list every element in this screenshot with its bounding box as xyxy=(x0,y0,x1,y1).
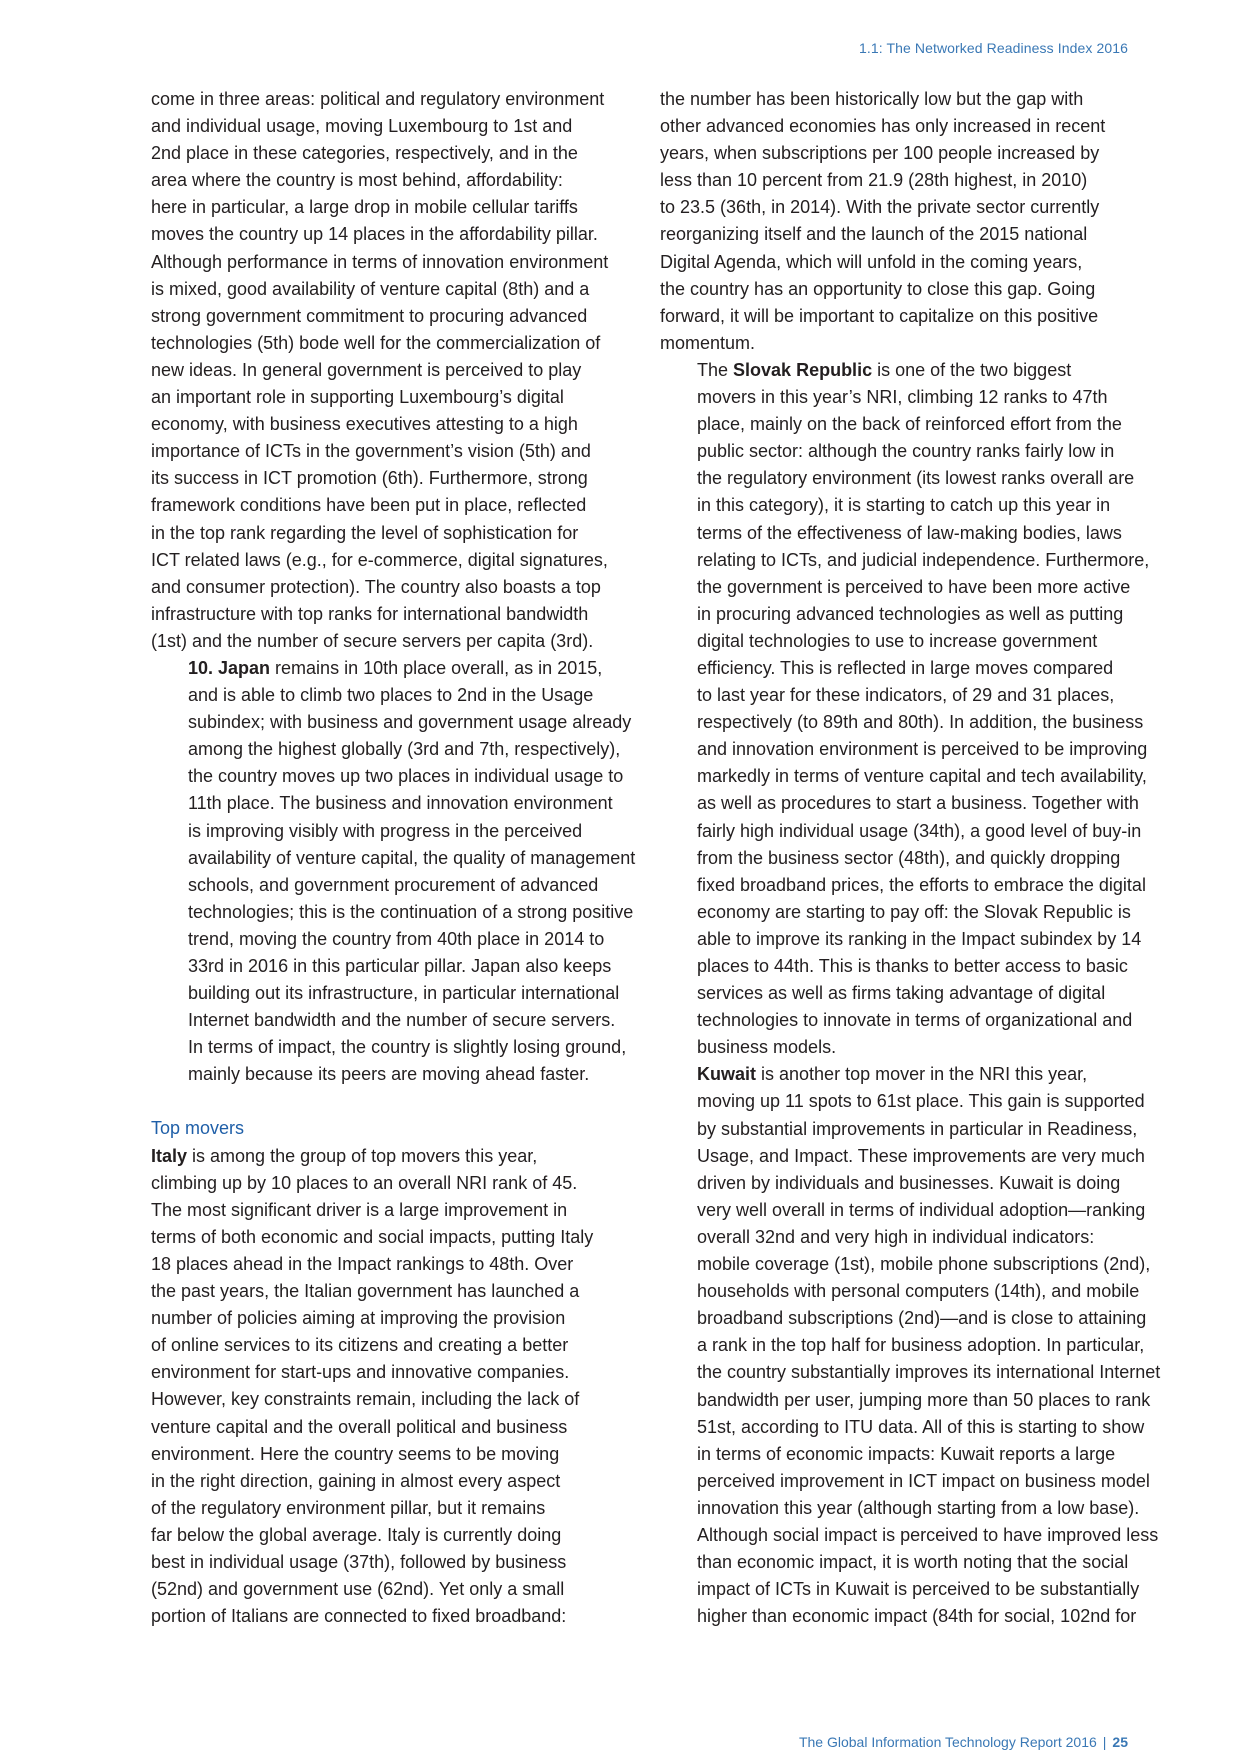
text-line: forward, it will be important to capitalize on this positive xyxy=(660,305,1099,326)
text-line: digital technologies to use to increase government xyxy=(697,630,1098,651)
text-line: Usage, and Impact. These improvements are very much xyxy=(697,1145,1145,1166)
paragraph-kuwait: Kuwait is another top mover in the NRI this year, moving up 11 spots to 61st place. This gain is supported by substantial improvements in particular in Readiness, Usage, and Impact. These improvements are very much driven by individuals and businesses. Kuwait is doing very well overall in terms of individual adoption—ranking overall 32nd and very high in individual indicators: mobile coverage (1st), mobile phone subscriptions (2nd), households with personal computers (14th), and mobile broadband subscriptions (2nd)—and is close to attaining a rank in the top half for business adoption. In particular, the country substantially improves its international Internet bandwidth per user, jumping more than 50 places to rank 51st, according to ITU data. All of this is starting to show in terms of economic impacts: Kuwait reports a large perceived improvement in ICT impact on business model innovation this year (although starting from a low base). Although social impact is perceived to have improved less than economic impact, it is worth noting that the social impact of ICTs in Kuwait is perceived to be substantially higher than economic impact (84th for social, 102nd for xyxy=(660,1061,1130,1630)
text-line: innovation this year (although starting from a low base). xyxy=(697,1497,1140,1518)
text-line: new ideas. In general government is perceived to play xyxy=(151,359,582,380)
text-line: Although performance in terms of innovation environment xyxy=(151,251,609,272)
text-line: infrastructure with top ranks for international bandwidth xyxy=(151,603,589,624)
text-line: efficiency. This is reflected in large moves compared xyxy=(697,657,1114,678)
page-footer xyxy=(799,1734,1128,1750)
text-line: and individual usage, moving Luxembourg to 1st and xyxy=(151,116,573,137)
text-line: ICT related laws (e.g., for e-commerce, digital signatures, xyxy=(151,549,608,570)
text-line: higher than economic impact (84th for social, 102nd for xyxy=(697,1606,1137,1627)
text-line: come in three areas: political and regulatory environment xyxy=(151,89,605,109)
text-line: fixed broadband prices, the efforts to embrace the digital xyxy=(697,874,1146,895)
text-line: far below the global average. Italy is currently doing xyxy=(151,1524,562,1545)
text-line: places to 44th. This is thanks to better access to basic xyxy=(697,956,1128,976)
text-line: moving up 11 spots to 61st place. This gain is supported xyxy=(697,1091,1145,1112)
text-line: importance of ICTs in the government’s vision (5th) and xyxy=(151,441,591,462)
text-line: strong government commitment to procuring advanced xyxy=(151,305,588,326)
text-line: (52nd) and government use (62nd). Yet only a small xyxy=(151,1579,565,1600)
text-line: the country has an opportunity to close this gap. Going xyxy=(660,278,1096,299)
text-line: in this category), it is starting to catch up this year in xyxy=(697,495,1111,516)
text-line: the regulatory environment (its lowest ranks overall are xyxy=(697,468,1135,489)
italy-heading: Italy xyxy=(151,1145,188,1166)
paragraph-italy-continued xyxy=(660,86,1130,357)
text-line: to 23.5 (36th, in 2014). With the private sector currently xyxy=(660,197,1100,218)
text-line: number of policies aiming at improving the provision xyxy=(151,1308,566,1329)
text-line: reorganizing itself and the launch of the 2015 national xyxy=(660,224,1088,245)
page-number: 25 xyxy=(1112,1734,1128,1750)
text-line: the country moves up two places in individual usage to xyxy=(188,766,624,787)
text-line: broadband subscriptions (2nd)—and is close to attaining xyxy=(697,1308,1147,1329)
text-line: in terms of economic impacts: Kuwait reports a large xyxy=(697,1443,1116,1464)
right-column xyxy=(660,86,1161,1630)
text-line: availability of venture capital, the quality of management xyxy=(188,847,636,868)
text-line: and is able to climb two places to 2nd in the Usage xyxy=(188,685,594,706)
text-line: and consumer protection). The country also boasts a top xyxy=(151,576,601,597)
text-line: is improving visibly with progress in the perceived xyxy=(188,820,583,841)
text-line: and innovation environment is perceived to be improving xyxy=(697,739,1148,760)
text-line: of online services to its citizens and creating a better xyxy=(151,1335,569,1356)
paragraph-luxembourg xyxy=(151,86,621,655)
text-line: mainly because its peers are moving ahead faster. xyxy=(188,1064,590,1085)
text-line: in the right direction, gaining in almost every aspect xyxy=(151,1470,561,1491)
text-line: 11th place. The business and innovation environment xyxy=(188,793,613,814)
text-line: impact of ICTs in Kuwait is perceived to be substantially xyxy=(697,1579,1140,1600)
text-line: bandwidth per user, jumping more than 50 places to rank xyxy=(697,1389,1151,1410)
text-line: very well overall in terms of individual adoption—ranking xyxy=(697,1199,1146,1220)
text-line: households with personal computers (14th), and mobile xyxy=(697,1281,1140,1302)
text-line: 33rd in 2016 in this particular pillar. Japan also keeps xyxy=(188,956,612,976)
text-line: venture capital and the overall political and business xyxy=(151,1416,568,1437)
text-line: 18 places ahead in the Impact rankings to 48th. Over xyxy=(151,1253,574,1274)
paragraph-japan: 10. Japan remains in 10th place overall, as in 2015, and is able to climb two places to 2nd in the Usage subindex; with business and government usage already among the highest globally (3rd and 7th, respectively), the country moves up two places in individual usage to 11th place. The business and innovation environment is improving visibly with progress in the perceived availability of venture capital, the quality of management schools, and government procurement of advanced technologies; this is the continuation of a strong positive trend, moving the country from 40th place in 2014 to 33rd in 2016 in this particular pillar. Japan also keeps building out its infrastructure, in particular international Internet bandwidth and the number of secure servers. In terms of impact, the country is slightly losing ground, mainly because its peers are moving ahead faster. xyxy=(151,655,621,1089)
text-line: in procuring advanced technologies as well as putting xyxy=(697,603,1124,624)
text-line: climbing up by 10 places to an overall NRI rank of 45. xyxy=(151,1172,578,1193)
text-line: markedly in terms of venture capital and tech availability, xyxy=(697,766,1147,787)
text-line: environment for start-ups and innovative companies. xyxy=(151,1362,570,1383)
text-line: less than 10 percent from 21.9 (28th highest, in 2010) xyxy=(660,170,1088,191)
text-line: subindex; with business and government usage already xyxy=(188,712,632,733)
running-head: 1.1: The Networked Readiness Index 2016 xyxy=(858,40,1128,56)
text-line: In terms of impact, the country is slightly losing ground, xyxy=(188,1037,627,1058)
text-line: the government is perceived to have been more active xyxy=(697,576,1131,597)
text-line: framework conditions have been put in place, reflected xyxy=(151,495,587,516)
text-line: as well as procedures to start a business. Together with xyxy=(697,793,1139,814)
paragraph-italy: Italy is among the group of top movers this year, climbing up by 10 places to an overall NRI rank of 45. The most significant driver is a large improvement in terms of both economic and social impacts, putting Italy 18 places ahead in the Impact rankings to 48th. Over the past years, the Italian government has launched a number of policies aiming at improving the provision of online services to its citizens and creating a better environment for start-ups and innovative companies. However, key constraints remain, including the lack of venture capital and the overall political and business environment. Here the country seems to be moving in the right direction, gaining in almost every aspect of the regulatory environment pillar, but it remains far below the global average. Italy is currently doing best in individual usage (37th), followed by business (52nd) and government use (62nd). Yet only a small portion of Italians are connected to fixed broadband: xyxy=(151,1143,621,1631)
text-line: services as well as firms taking advantage of digital xyxy=(697,983,1106,1004)
report-title: The Global Information Technology Report 2016 xyxy=(798,1734,1097,1750)
text-line: schools, and government procurement of advanced xyxy=(188,874,599,895)
text-line: the number has been historically low but the gap with xyxy=(660,89,1084,109)
text-line: years, when subscriptions per 100 people increased by xyxy=(660,143,1100,164)
text-line: relating to ICTs, and judicial independence. Furthermore, xyxy=(697,549,1150,570)
text-line: place, mainly on the back of reinforced effort from the xyxy=(697,414,1122,435)
text-line: respectively (to 89th and 80th). In addition, the business xyxy=(697,712,1144,733)
text-line: its success in ICT promotion (6th). Furthermore, strong xyxy=(151,468,588,489)
text-line: building out its infrastructure, in particular international xyxy=(188,983,620,1004)
text-line: of the regulatory environment pillar, but it remains xyxy=(151,1497,546,1518)
text-line: Internet bandwidth and the number of secure servers. xyxy=(188,1010,616,1031)
text-line: best in individual usage (37th), followed by business xyxy=(151,1551,567,1572)
text-line: trend, moving the country from 40th place in 2014 to xyxy=(188,928,605,949)
text-line: terms of both economic and social impacts, putting Italy xyxy=(151,1226,594,1247)
text-line: to last year for these indicators, of 29 and 31 places, xyxy=(697,685,1115,706)
text-line: public sector: although the country ranks fairly low in xyxy=(697,441,1115,462)
text-line: terms of the effectiveness of law-making bodies, laws xyxy=(697,522,1122,543)
text-line: portion of Italians are connected to fixed broadband: xyxy=(151,1606,567,1627)
text-line: than economic impact, it is worth noting that the social xyxy=(697,1552,1129,1573)
text-line: area where the country is most behind, affordability: xyxy=(151,170,563,191)
text-line: mobile coverage (1st), mobile phone subscriptions (2nd), xyxy=(697,1254,1151,1275)
text-line: among the highest globally (3rd and 7th, respectively), xyxy=(188,739,621,760)
text-line: economy, with business executives attesting to a high xyxy=(151,414,578,435)
text-line: environment. Here the country seems to be moving xyxy=(151,1443,560,1464)
text-line: 2nd place in these categories, respectively, and in the xyxy=(151,143,578,164)
text-line: technologies to innovate in terms of organizational and xyxy=(697,1010,1133,1031)
text-line: 51st, according to ITU data. All of this is starting to show xyxy=(697,1416,1145,1437)
text-line: is mixed, good availability of venture capital (8th) and a xyxy=(151,278,590,299)
text-line: economy are starting to pay off: the Slovak Republic is xyxy=(697,901,1131,922)
text-line: the past years, the Italian government has launched a xyxy=(151,1281,580,1302)
text-line: Although social impact is perceived to have improved less xyxy=(697,1524,1159,1545)
text-line: the country substantially improves its international Internet xyxy=(697,1362,1161,1383)
text-line: Digital Agenda, which will unfold in the coming years, xyxy=(660,251,1083,272)
japan-heading: 10. Japan xyxy=(188,657,271,678)
slovak-republic-heading: Slovak Republic xyxy=(733,359,873,380)
section-heading-top-movers: Top movers xyxy=(151,1118,245,1139)
text-line: here in particular, a large drop in mobile cellular tariffs xyxy=(151,197,578,218)
text-line: technologies; this is the continuation of a strong positive xyxy=(188,901,634,922)
text-line: momentum. xyxy=(660,332,756,353)
text-line: fairly high individual usage (34th), a good level of buy-in xyxy=(697,820,1142,841)
text-line: perceived improvement in ICT impact on business model xyxy=(697,1470,1150,1491)
text-line: (1st) and the number of secure servers per capita (3rd). xyxy=(151,630,594,651)
paragraph-slovak-republic: The Slovak Republic is one of the two biggest movers in this year’s NRI, climbing 12 ranks to 47th place, mainly on the back of reinforced effort from the public sector: although the country ranks fairly low in the regulatory environment (its lowest ranks overall are in this category), it is starting to catch up this year in terms of the effectiveness of law-making bodies, laws relating to ICTs, and judicial independence. Furthermore, the government is perceived to have been more active in procuring advanced technologies as well as putting digital technologies to use to increase government efficiency. This is reflected in large moves compared to last year for these indicators, of 29 and 31 places, respectively (to 89th and 80th). In addition, the business and innovation environment is perceived to be improving markedly in terms of venture capital and tech availability, as well as procedures to start a business. Together with fairly high individual usage (34th), a good level of buy-in from the business sector (48th), and quickly dropping fixed broadband prices, the efforts to embrace the digital economy are starting to pay off: the Slovak Republic is able to improve its ranking in the Impact subindex by 14 places to 44th. This is thanks to better access to basic services as well as firms taking advantage of digital technologies to innovate in terms of organizational and business models. xyxy=(660,357,1130,1061)
text-line: The most significant driver is a large improvement in xyxy=(151,1199,568,1220)
text-line: an important role in supporting Luxembourg’s digital xyxy=(151,387,564,408)
text-line: movers in this year’s NRI, climbing 12 ranks to 47th xyxy=(697,387,1108,408)
text-line: business models. xyxy=(697,1037,837,1058)
text-line: moves the country up 14 places in the affordability pillar. xyxy=(151,224,598,245)
text-line: able to improve its ranking in the Impact subindex by 14 xyxy=(697,928,1142,949)
text-line: a rank in the top half for business adoption. In particular, xyxy=(697,1335,1145,1356)
text-line: other advanced economies has only increased in recent xyxy=(660,116,1106,137)
text-line: from the business sector (48th), and quickly dropping xyxy=(697,847,1121,868)
text-line: technologies (5th) bode well for the commercialization of xyxy=(151,332,601,353)
text-line: driven by individuals and businesses. Kuwait is doing xyxy=(697,1172,1121,1193)
text-line: However, key constraints remain, including the lack of xyxy=(151,1389,580,1410)
text-line: overall 32nd and very high in individual indicators: xyxy=(697,1226,1095,1247)
text-line: in the top rank regarding the level of sophistication for xyxy=(151,522,579,543)
text-line: by substantial improvements in particular in Readiness, xyxy=(697,1118,1138,1139)
footer-separator: | xyxy=(1102,1734,1107,1750)
kuwait-heading: Kuwait xyxy=(697,1064,757,1085)
left-column xyxy=(151,86,636,1630)
